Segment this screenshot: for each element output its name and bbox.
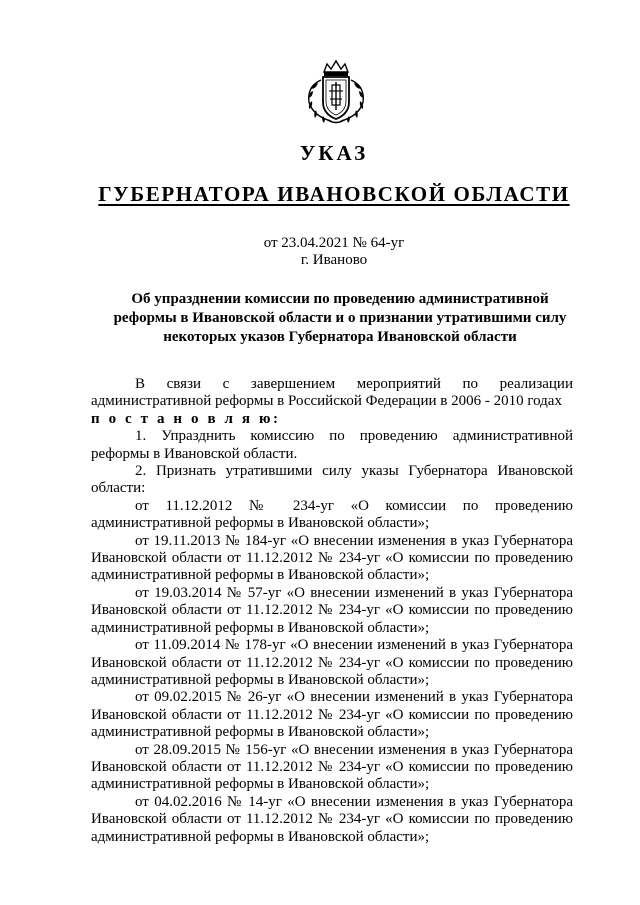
- subject-line: некоторых указов Губернатора Ивановской области: [163, 329, 517, 345]
- document-title: УКАЗ: [299, 141, 369, 165]
- document-subject: [112, 290, 568, 347]
- subject-line: Об упразднении комиссии по проведению административной: [131, 291, 549, 307]
- subject-line: реформы в Ивановской области и о признании утратившими силу: [113, 310, 567, 326]
- item-2-paragraph: 2. Признать утратившими силу указы Губернатора Ивановской области:: [91, 463, 573, 497]
- date-and-place: [0, 235, 640, 269]
- decree-word-paragraph: [91, 411, 573, 428]
- decree-word: п о с т а н о в л я ю:: [91, 410, 281, 427]
- document-city: г. Иваново: [300, 252, 368, 268]
- document-body: [91, 376, 573, 846]
- repealed-act-item: от 09.02.2015 № 26-уг «О внесении изменений в указ Губернатора Ивановской области от 11.12.2012 № 234-уг «О комиссии по проведению административной реформы в Ивановской области»;: [91, 689, 573, 741]
- repealed-act-item: от 11.12.2012 № 234-уг «О комиссии по проведению административной реформы в Ивановской области»;: [91, 497, 573, 532]
- repealed-act-item: от 19.03.2014 № 57-уг «О внесении изменений в указ Губернатора Ивановской области от 11.12.2012 № 234-уг «О комиссии по проведению административной реформы в Ивановской области»;: [91, 584, 573, 636]
- repealed-act-item: от 11.09.2014 № 178-уг «О внесении изменений в указ Губернатора Ивановской области от 11.12.2012 № 234-уг «О комиссии по проведению административной реформы в Ивановской области»;: [91, 637, 573, 688]
- item-1-paragraph: 1. Упразднить комиссию по проведению административной реформы в Ивановской области.: [91, 428, 573, 462]
- repealed-act-item: от 19.11.2013 № 184-уг «О внесении изменения в указ Губернатора Ивановской области от 11.12.2012 № 234-уг «О комиссии по проведению административной реформы в Ивановской области»;: [91, 532, 573, 584]
- intro-paragraph: В связи с завершением мероприятий по реализации административной реформы в Российской Федерации в 2006 - 2010 годах: [91, 376, 573, 410]
- document-date-number: от 23.04.2021 № 64-уг: [263, 235, 405, 251]
- repealed-act-item: от 04.02.2016 № 14-уг «О внесении изменения в указ Губернатора Ивановской области от 11.12.2012 № 234-уг «О комиссии по проведению административной реформы в Ивановской области»;: [91, 793, 573, 845]
- document-authority: [0, 181, 640, 207]
- repealed-act-item: от 28.09.2015 № 156-уг «О внесении изменения в указ Губернатора Ивановской области от 11.12.2012 № 234-уг «О комиссии по проведению административной реформы в Ивановской области»;: [91, 741, 573, 793]
- authority-text: ГУБЕРНАТОРА ИВАНОВСКОЙ ОБЛАСТИ: [98, 182, 570, 206]
- coat-of-arms-icon: [297, 58, 375, 126]
